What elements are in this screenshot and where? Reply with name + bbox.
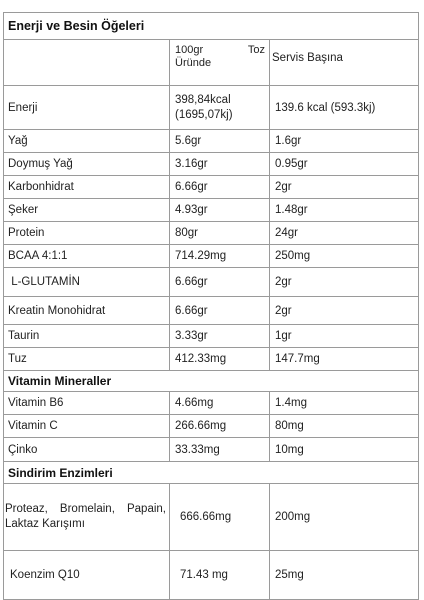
row-powder-value: 33.33mg [169, 438, 269, 461]
table-row [3, 198, 419, 221]
row-powder-text: 398,84kcal (1695,07kj) [175, 93, 233, 121]
table-row [3, 414, 419, 437]
table-row [3, 296, 419, 324]
row-serving-value: 2gr [269, 268, 419, 296]
table-row [3, 152, 419, 175]
row-serving-value: 1.6gr [269, 130, 419, 152]
row-name: Protein [8, 227, 45, 239]
table-row [3, 129, 419, 152]
row-serving-value: 250mg [269, 245, 419, 267]
table-row [3, 347, 419, 370]
row-serving-value: 2gr [269, 176, 419, 198]
section-title-vitamins: Vitamin Mineraller [8, 374, 112, 388]
row-name: L-GLUTAMİN [8, 276, 80, 288]
header-empty-cell [4, 40, 169, 85]
row-powder-value: 4.93gr [169, 199, 269, 221]
row-name: Enerji [8, 101, 38, 114]
row-powder-value: 3.16gr [169, 153, 269, 175]
row-powder-value: 666.66mg [169, 484, 269, 550]
section-title-enzymes: Sindirim Enzimleri [8, 465, 113, 480]
table-row [3, 175, 419, 198]
row-name: Yağ [8, 135, 28, 147]
row-name: Çinko [8, 443, 38, 456]
row-serving-value: 1.4mg [269, 392, 419, 414]
row-powder-value: 4.66mg [169, 392, 269, 414]
row-name: Kreatin Monohidrat [8, 304, 106, 317]
row-serving-value: 2gr [269, 297, 419, 324]
row-powder-value: 6.66gr [169, 176, 269, 198]
header-per-100g [169, 40, 269, 85]
row-name: Tuz [8, 353, 27, 365]
table-row [3, 244, 419, 267]
row-name: Doymuş Yağ [8, 158, 73, 170]
section-row-vitamins [3, 370, 419, 391]
row-powder-value: 71.43 mg [169, 551, 269, 599]
header-per-100g-line2: Üründe [175, 57, 212, 69]
row-serving-value: 1gr [269, 325, 419, 347]
table-row [3, 550, 419, 600]
column-header-row [3, 39, 419, 85]
table-row [3, 483, 419, 550]
row-name: Koenzim Q10 [10, 569, 80, 581]
row-name: BCAA 4:1:1 [8, 250, 68, 262]
table-row [3, 267, 419, 296]
row-name: Vitamin C [8, 420, 58, 432]
row-serving-value: 10mg [269, 438, 419, 461]
table-row [3, 221, 419, 244]
row-powder-value: 412.33mg [169, 348, 269, 370]
table-row [3, 85, 419, 129]
row-name: Proteaz, Bromelain, Papain, Laktaz Karışımı [5, 503, 166, 530]
row-serving-value: 1.48gr [269, 199, 419, 221]
row-serving-value: 80mg [269, 415, 419, 437]
table-row [3, 391, 419, 414]
header-per-100g-line1: 100gr Toz [175, 44, 265, 56]
row-serving-value: 147.7mg [269, 348, 419, 370]
row-powder-value: 714.29mg [169, 245, 269, 267]
row-powder-value: 3.33gr [169, 325, 269, 347]
row-serving-value: 25mg [269, 551, 419, 599]
row-name-cell [4, 484, 169, 550]
table-row [3, 437, 419, 461]
table-title-row [3, 12, 419, 39]
row-name: Vitamin B6 [8, 397, 64, 409]
table-title: Enerji ve Besin Öğeleri [8, 19, 145, 33]
row-name: Taurin [8, 330, 40, 342]
row-serving-value: 0.95gr [269, 153, 419, 175]
table-row [3, 324, 419, 347]
row-powder-value [169, 86, 269, 129]
row-serving-value: 24gr [269, 222, 419, 244]
row-powder-value: 80gr [169, 222, 269, 244]
row-name: Karbonhidrat [8, 181, 74, 193]
section-row-enzymes [3, 461, 419, 483]
row-powder-value: 266.66mg [169, 415, 269, 437]
row-serving-value: 139.6 kcal (593.3kj) [269, 86, 419, 129]
row-powder-value: 6.66gr [169, 297, 269, 324]
row-serving-value: 200mg [269, 484, 419, 550]
row-name: Şeker [8, 204, 39, 216]
row-powder-value: 6.66gr [169, 268, 269, 296]
header-per-serving: Servis Başına [269, 40, 419, 85]
row-powder-value: 5.6gr [169, 130, 269, 152]
